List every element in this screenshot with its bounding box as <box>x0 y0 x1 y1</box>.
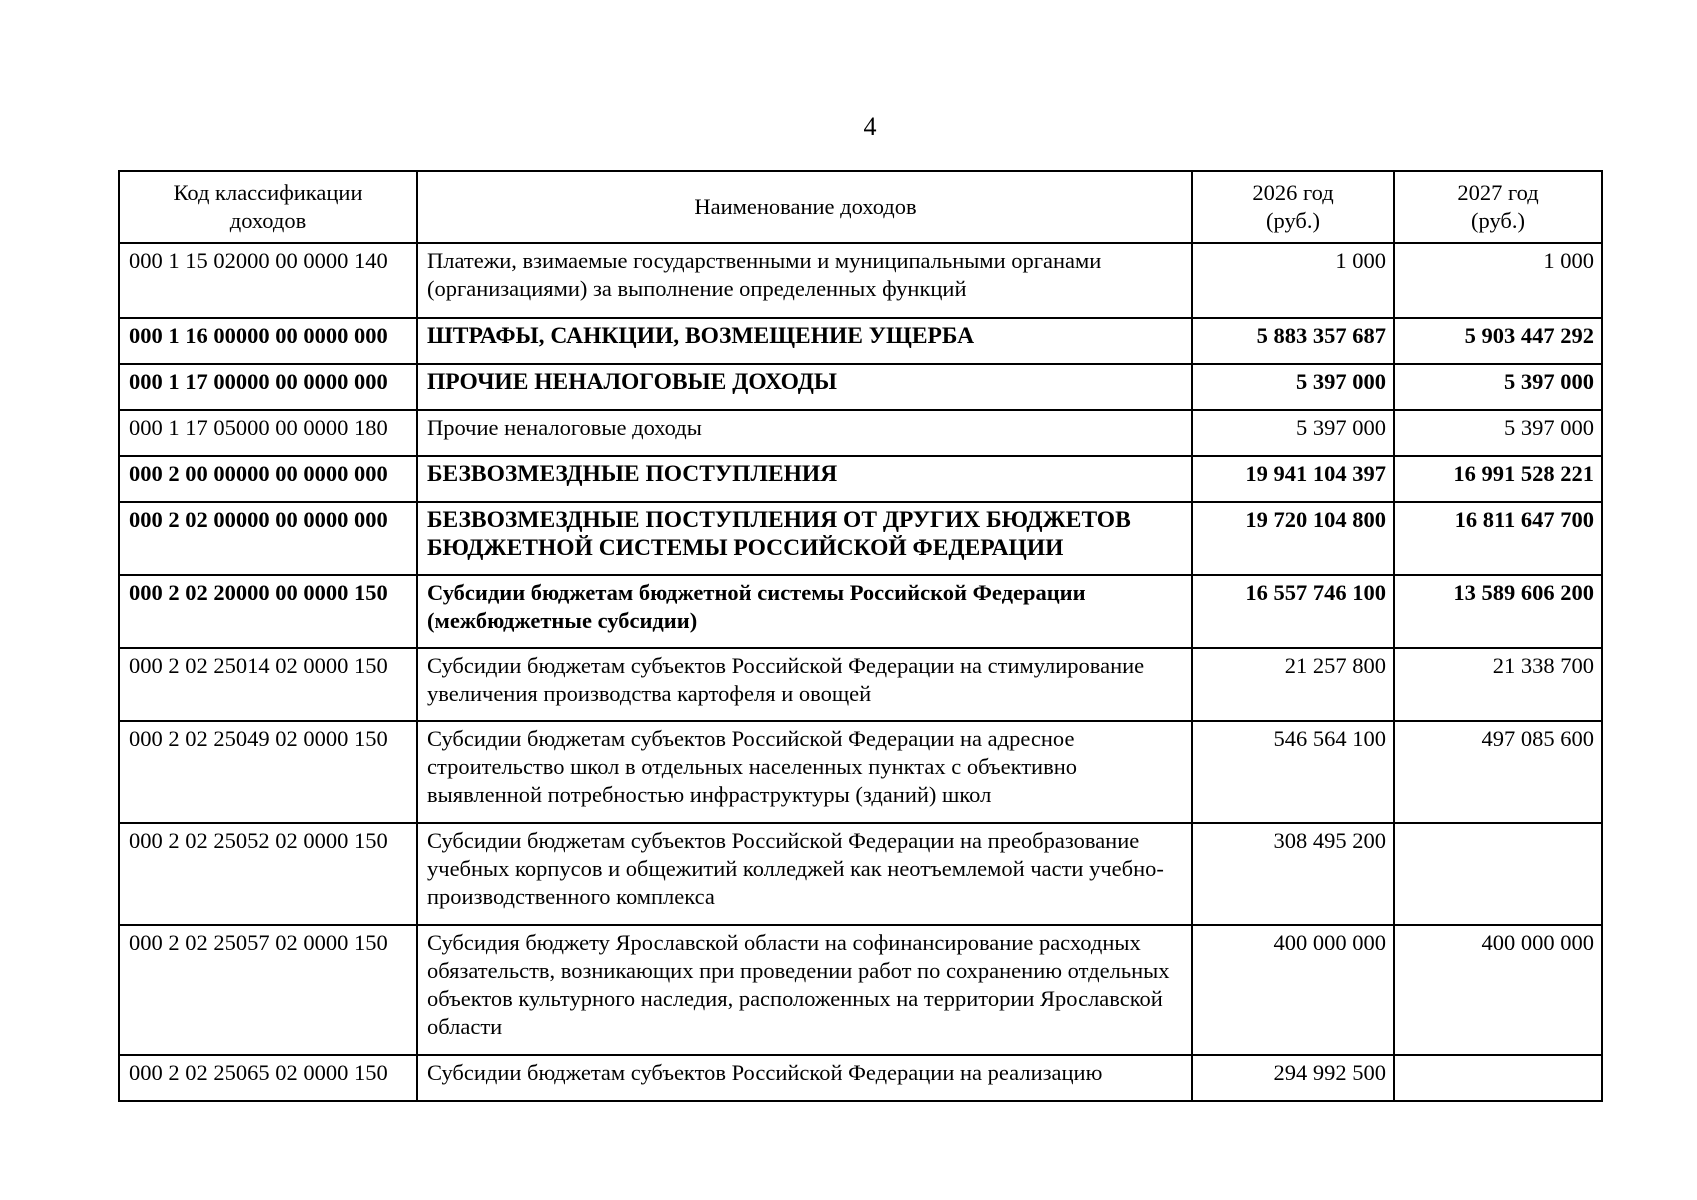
table-row <box>119 575 1602 648</box>
row-name: БЕЗВОЗМЕЗДНЫЕ ПОСТУПЛЕНИЯ ОТ ДРУГИХ БЮДЖЕТОВ БЮДЖЕТНОЙ СИСТЕМЫ РОССИЙСКОЙ ФЕДЕРАЦИИ <box>417 502 1192 575</box>
row-name: Субсидии бюджетам субъектов Российской Федерации на стимулирование увеличения производства картофеля и овощей <box>417 648 1192 721</box>
row-name: Прочие неналоговые доходы <box>417 410 1192 456</box>
header-name: Наименование доходов <box>417 171 1192 243</box>
row-code: 000 1 17 00000 00 0000 000 <box>119 364 417 410</box>
table-row <box>119 456 1602 502</box>
row-value-2026: 5 397 000 <box>1192 364 1394 410</box>
header-code: Код классификации доходов <box>119 171 417 243</box>
row-name: Платежи, взимаемые государственными и муниципальными органами (организациями) за выполнение определенных функций <box>417 243 1192 318</box>
row-value-2027: 16 811 647 700 <box>1394 502 1602 575</box>
row-value-2027 <box>1394 823 1602 925</box>
row-value-2027: 5 397 000 <box>1394 410 1602 456</box>
header-year-2026: 2026 год (руб.) <box>1192 171 1394 243</box>
row-value-2027: 5 903 447 292 <box>1394 318 1602 364</box>
row-code: 000 2 02 00000 00 0000 000 <box>119 502 417 575</box>
table-row <box>119 925 1602 1055</box>
table-header-row <box>119 171 1602 243</box>
row-code: 000 2 02 25049 02 0000 150 <box>119 721 417 823</box>
table-row <box>119 648 1602 721</box>
row-value-2026: 5 397 000 <box>1192 410 1394 456</box>
table-row <box>119 243 1602 318</box>
revenue-table <box>118 170 1603 1102</box>
row-value-2027: 497 085 600 <box>1394 721 1602 823</box>
row-value-2026: 294 992 500 <box>1192 1055 1394 1101</box>
row-value-2026: 16 557 746 100 <box>1192 575 1394 648</box>
row-value-2026: 400 000 000 <box>1192 925 1394 1055</box>
row-name: Субсидии бюджетам субъектов Российской Федерации на преобразование учебных корпусов и общежитий колледжей как неотъемлемой части учебно-производственного комплекса <box>417 823 1192 925</box>
row-name: БЕЗВОЗМЕЗДНЫЕ ПОСТУПЛЕНИЯ <box>417 456 1192 502</box>
row-value-2027: 5 397 000 <box>1394 364 1602 410</box>
row-code: 000 1 17 05000 00 0000 180 <box>119 410 417 456</box>
row-value-2027: 400 000 000 <box>1394 925 1602 1055</box>
row-name: ПРОЧИЕ НЕНАЛОГОВЫЕ ДОХОДЫ <box>417 364 1192 410</box>
row-code: 000 2 02 25014 02 0000 150 <box>119 648 417 721</box>
row-code: 000 2 00 00000 00 0000 000 <box>119 456 417 502</box>
table-row <box>119 364 1602 410</box>
row-value-2026: 5 883 357 687 <box>1192 318 1394 364</box>
row-value-2027: 16 991 528 221 <box>1394 456 1602 502</box>
row-name: Субсидия бюджету Ярославской области на софинансирование расходных обязательств, возникающих при проведении работ по сохранению отдельных объектов культурного наследия, расположенных на территории Ярославской области <box>417 925 1192 1055</box>
row-code: 000 2 02 20000 00 0000 150 <box>119 575 417 648</box>
table-row <box>119 502 1602 575</box>
row-value-2027: 1 000 <box>1394 243 1602 318</box>
header-year-2027: 2027 год (руб.) <box>1394 171 1602 243</box>
row-value-2026: 1 000 <box>1192 243 1394 318</box>
row-value-2026: 19 941 104 397 <box>1192 456 1394 502</box>
table-row <box>119 721 1602 823</box>
row-value-2026: 19 720 104 800 <box>1192 502 1394 575</box>
table-row <box>119 823 1602 925</box>
row-value-2027 <box>1394 1055 1602 1101</box>
row-value-2026: 21 257 800 <box>1192 648 1394 721</box>
row-code: 000 1 15 02000 00 0000 140 <box>119 243 417 318</box>
table-row <box>119 318 1602 364</box>
row-code: 000 1 16 00000 00 0000 000 <box>119 318 417 364</box>
row-value-2027: 13 589 606 200 <box>1394 575 1602 648</box>
row-code: 000 2 02 25057 02 0000 150 <box>119 925 417 1055</box>
row-value-2027: 21 338 700 <box>1394 648 1602 721</box>
table-row <box>119 410 1602 456</box>
page-number: 4 <box>863 112 877 141</box>
table-row <box>119 1055 1602 1101</box>
row-name: ШТРАФЫ, САНКЦИИ, ВОЗМЕЩЕНИЕ УЩЕРБА <box>417 318 1192 364</box>
row-name: Субсидии бюджетам субъектов Российской Федерации на реализацию <box>417 1055 1192 1101</box>
row-name: Субсидии бюджетам субъектов Российской Федерации на адресное строительство школ в отдельных населенных пунктах с объективно выявленной потребностью инфраструктуры (зданий) школ <box>417 721 1192 823</box>
row-name: Субсидии бюджетам бюджетной системы Российской Федерации (межбюджетные субсидии) <box>417 575 1192 648</box>
row-value-2026: 546 564 100 <box>1192 721 1394 823</box>
row-code: 000 2 02 25052 02 0000 150 <box>119 823 417 925</box>
row-code: 000 2 02 25065 02 0000 150 <box>119 1055 417 1101</box>
row-value-2026: 308 495 200 <box>1192 823 1394 925</box>
